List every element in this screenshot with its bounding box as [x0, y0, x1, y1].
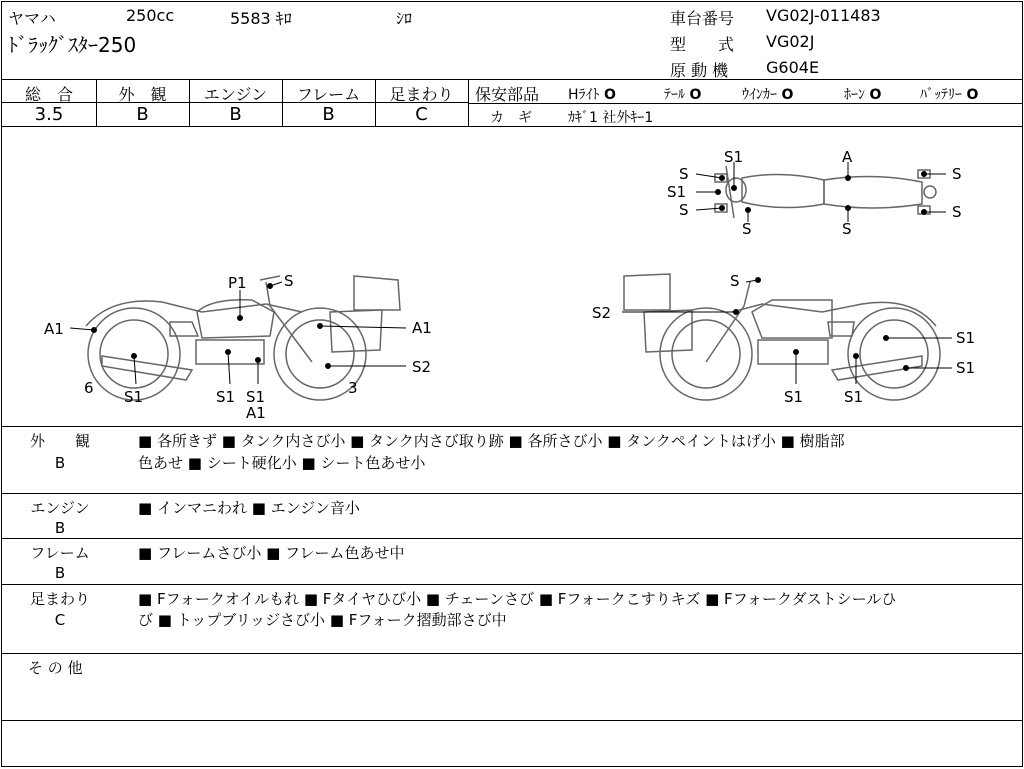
damage-diagram [2, 126, 1022, 426]
safety-item-battery: ﾊﾞｯﾃﾘｰ O [920, 87, 979, 103]
label-left-p1: P1 [228, 274, 247, 292]
label-right-s1-3: S1 [784, 388, 804, 406]
suspension-grade: C [415, 104, 428, 125]
label-right-s1-4: S1 [844, 388, 864, 406]
label-left-3: 3 [348, 379, 358, 397]
label-top-s-6: S [952, 203, 962, 221]
notes-engine-label: エンジン [30, 499, 90, 517]
label-top-s1-2: S1 [667, 183, 687, 201]
type-value: VG02J [766, 32, 815, 51]
overall-grade: 3.5 [34, 104, 64, 125]
right-side-motorcycle [624, 274, 940, 400]
label-top-a: A [842, 148, 853, 166]
label-left-a1-1: A1 [44, 320, 64, 338]
label-top-s-5: S [952, 165, 962, 183]
label-top-s-4: S [842, 220, 852, 238]
engine-grade-label: エンジン [203, 85, 268, 104]
frame-no-label: 車台番号 [670, 9, 735, 28]
notes-suspension-label: 足まわり [29, 590, 90, 608]
label-left-s1-2: S1 [216, 388, 236, 406]
displacement: 250cc [126, 6, 175, 25]
label-left-s2: S2 [412, 358, 432, 376]
mileage: 5583 ｷﾛ [230, 9, 292, 28]
notes-other-label: そ の 他 [28, 659, 83, 677]
safety-item-horn: ﾎｰﾝ O [844, 87, 882, 103]
frame-grade: B [322, 104, 335, 125]
suspension-grade-label: 足まわり [389, 85, 454, 104]
label-top-s-1: S [679, 165, 689, 183]
label-top-s-2: S [679, 201, 689, 219]
overall-label: 総 合 [24, 85, 73, 104]
inspection-sheet [1, 1, 1023, 767]
label-top-s1-1: S1 [724, 148, 744, 166]
label-left-s1-1: S1 [124, 388, 144, 406]
notes-exterior-grade: B [54, 454, 66, 472]
notes-frame-line: ■ フレームさび小 ■ フレーム色あせ中 [138, 544, 405, 562]
notes-suspension-grade: C [54, 611, 66, 629]
frame-no: VG02J-011483 [766, 6, 881, 25]
key-value: ｶｷﾞ1 社外ｷｰ1 [568, 110, 654, 126]
safety-item-tail: ﾃｰﾙ O [664, 87, 702, 103]
safety-item-headlight: Hﾗｲﾄ O [568, 87, 616, 103]
notes-exterior-line1: ■ 各所きず ■ タンク内さび小 ■ タンク内さび取り跡 ■ 各所さび小 ■ タンクペイントはげ小 ■ 樹脂部 [138, 432, 845, 450]
notes-frame-label: フレーム [30, 544, 90, 562]
safety-label: 保安部品 [475, 85, 540, 104]
exterior-label: 外 観 [118, 85, 167, 104]
model-name: ﾄﾞﾗｯｸﾞｽﾀｰ250 [8, 33, 137, 57]
label-left-s1-3: S1 [246, 388, 266, 406]
notes-exterior-line2: 色あせ ■ シート硬化小 ■ シート色あせ小 [138, 454, 426, 472]
body-color: ｼﾛ [396, 9, 413, 28]
engine-value: G604E [766, 58, 820, 77]
type-label: 型 式 [670, 35, 735, 54]
label-right-s1-1: S1 [956, 329, 976, 347]
engine-grade: B [229, 104, 242, 125]
exterior-grade: B [136, 104, 149, 125]
notes-engine-line: ■ インマニわれ ■ エンジン音小 [138, 499, 360, 517]
frame-grade-label: フレーム [296, 85, 361, 104]
label-right-s: S [730, 272, 740, 290]
label-right-s1-2: S1 [956, 359, 976, 377]
notes-suspension-line1: ■ Fフォークオイルもれ ■ Fタイヤひび小 ■ チェーンさび ■ Fフォークこすりキズ ■ Fフォークダストシールひ [138, 590, 897, 608]
label-right-s2: S2 [592, 304, 612, 322]
label-top-s-3: S [742, 220, 752, 238]
label-left-a1-2: A1 [412, 319, 432, 337]
label-left-a1-3: A1 [246, 404, 266, 422]
safety-item-winker: ｳｲﾝｶｰ O [742, 87, 794, 103]
notes-frame-grade: B [54, 564, 66, 582]
notes-suspension-line2: び ■ トップブリッジさび小 ■ Fフォーク摺動部さび中 [138, 611, 507, 629]
label-left-s: S [284, 272, 294, 290]
key-label: カ ギ [490, 110, 532, 126]
label-left-6: 6 [84, 379, 94, 397]
notes-exterior-label: 外 観 [29, 432, 90, 450]
maker: ヤマハ [8, 9, 56, 28]
notes-engine-grade: B [54, 519, 66, 537]
engine-label: 原 動 機 [670, 61, 729, 80]
